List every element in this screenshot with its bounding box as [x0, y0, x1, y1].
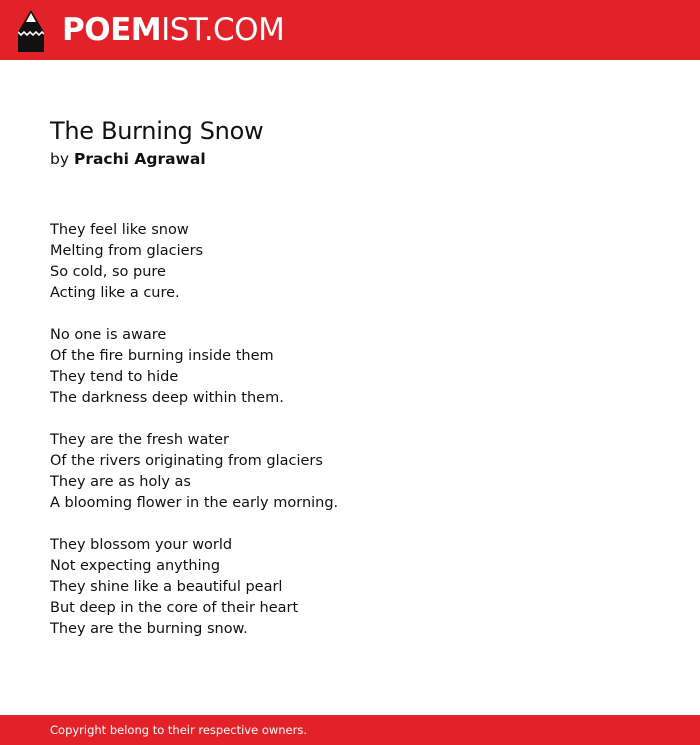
site-logo[interactable]	[62, 12, 284, 48]
poem-line: Not expecting anything	[50, 558, 221, 574]
poem-line: The darkness deep within them.	[50, 390, 284, 406]
poem-line: Acting like a cure.	[50, 285, 180, 301]
pencil-icon[interactable]	[18, 10, 44, 52]
poem-line: They are the fresh water	[50, 432, 229, 448]
poem-line: They are the burning snow.	[50, 621, 248, 637]
poem-line: Melting from glaciers	[50, 243, 204, 259]
poem-line: They feel like snow	[50, 222, 189, 238]
poem-line: So cold, so pure	[50, 264, 166, 280]
poem-content	[50, 114, 650, 661]
poem-line: They shine like a beautiful pearl	[50, 579, 283, 595]
stanza	[50, 535, 650, 640]
poem-line: They tend to hide	[50, 369, 179, 385]
poem-line: But deep in the core of their heart	[50, 600, 299, 616]
logo-text-bold: POEM	[62, 12, 162, 48]
poem-line: Of the rivers originating from glaciers	[50, 453, 323, 469]
copyright-text: Copyright belong to their respective owners.	[50, 723, 308, 737]
stanza	[50, 220, 650, 304]
poem-line: Of the fire burning inside them	[50, 348, 274, 364]
poem-line: They blossom your world	[50, 537, 233, 553]
logo-text-light: IST.COM	[161, 12, 285, 48]
poem-title: The Burning Snow	[50, 117, 264, 145]
author-name: Prachi Agrawal	[73, 150, 206, 168]
stanza	[50, 325, 650, 409]
by-label: by	[50, 150, 70, 168]
stanza	[50, 430, 650, 514]
poem-line: A blooming flower in the early morning.	[50, 495, 339, 511]
byline	[50, 148, 650, 170]
site-footer	[0, 715, 700, 745]
site-header	[0, 0, 700, 60]
poem-line: No one is aware	[50, 327, 167, 343]
poem-body	[50, 220, 650, 640]
poem-line: They are as holy as	[50, 474, 191, 490]
